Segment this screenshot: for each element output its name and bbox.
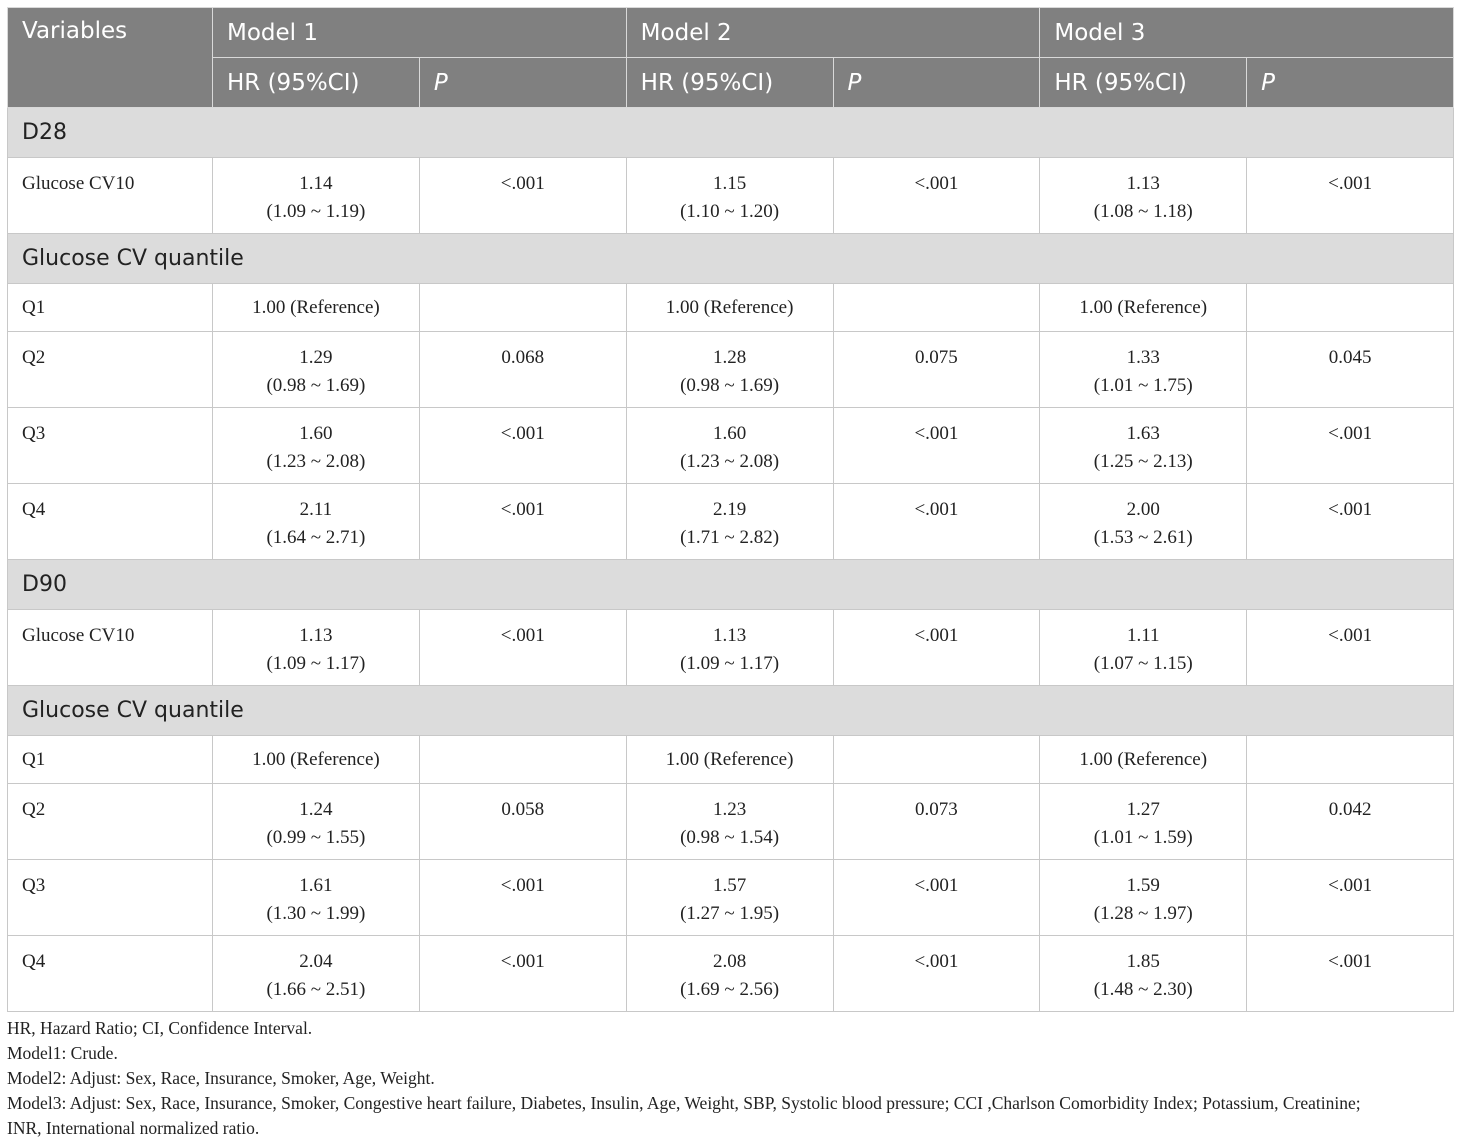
variable-cell: Q3 (8, 860, 213, 936)
variable-cell: Glucose CV10 (8, 610, 213, 686)
hr-value: 1.28 (712, 347, 747, 368)
hr-value: 1.60 (712, 423, 747, 444)
p-cell-model-2: <.001 (833, 408, 1040, 484)
group-row (8, 686, 1454, 736)
header-p-model-1: P (419, 58, 626, 108)
p-cell-model-1 (419, 284, 626, 332)
ci-value: (1.23 ~ 2.08) (266, 451, 366, 472)
hr-value: 1.14 (299, 173, 333, 194)
ci-value: (1.66 ~ 2.51) (266, 979, 366, 1000)
hr-cell-model-2 (626, 936, 833, 1012)
p-cell-model-2 (833, 284, 1040, 332)
hr-cell-model-2 (626, 610, 833, 686)
p-cell-model-3: <.001 (1247, 158, 1454, 234)
ci-value: (1.23 ~ 2.08) (680, 451, 780, 472)
table-row (8, 736, 1454, 784)
hr-cell-model-1 (213, 610, 420, 686)
hr-cell-model-1 (213, 784, 420, 860)
hr-value: 1.15 (712, 173, 747, 194)
ci-value: (1.09 ~ 1.19) (266, 201, 366, 222)
hr-cell-model-3 (1040, 736, 1247, 784)
table-row (8, 860, 1454, 936)
hr-value: 2.00 (1126, 499, 1160, 520)
header-p-model-2: P (833, 58, 1040, 108)
p-cell-model-1: <.001 (419, 484, 626, 560)
p-cell-model-1: <.001 (419, 936, 626, 1012)
section-title: D90 (8, 560, 1454, 610)
footnote: Model2: Adjust: Sex, Race, Insurance, Smoker, Age, Weight. (7, 1068, 435, 1088)
variable-cell: Glucose CV10 (8, 158, 213, 234)
ci-value: (0.98 ~ 1.54) (680, 827, 780, 848)
variable-cell: Q1 (8, 284, 213, 332)
ci-value: (1.01 ~ 1.75) (1093, 375, 1193, 396)
ci-value: (1.07 ~ 1.15) (1093, 653, 1193, 674)
p-cell-model-1: 0.058 (419, 784, 626, 860)
hr-value: 1.24 (299, 799, 333, 820)
p-cell-model-2: <.001 (833, 484, 1040, 560)
hr-cell-model-3 (1040, 158, 1247, 234)
table-footnotes (7, 1016, 1453, 1141)
hr-cell-model-2 (626, 408, 833, 484)
footnote: HR, Hazard Ratio; CI, Confidence Interval. (7, 1018, 313, 1038)
hr-value: 2.11 (299, 499, 333, 520)
ci-value: (1.25 ~ 2.13) (1093, 451, 1193, 472)
hr-value: 1.00 (Reference) (252, 749, 380, 770)
section-row (8, 108, 1454, 158)
ci-value: (1.48 ~ 2.30) (1093, 979, 1193, 1000)
variable-cell: Q3 (8, 408, 213, 484)
footnote: INR, International normalized ratio. (7, 1118, 260, 1138)
variable-cell: Q1 (8, 736, 213, 784)
p-cell-model-3: <.001 (1247, 484, 1454, 560)
table-row (8, 610, 1454, 686)
hr-cell-model-1 (213, 332, 420, 408)
hr-cell-model-3 (1040, 860, 1247, 936)
hr-value: 2.19 (712, 499, 747, 520)
p-cell-model-3: <.001 (1247, 936, 1454, 1012)
hr-cell-model-2 (626, 332, 833, 408)
ci-value: (1.64 ~ 2.71) (266, 527, 366, 548)
hr-cell-model-3 (1040, 284, 1247, 332)
hr-value: 1.23 (712, 799, 747, 820)
p-cell-model-2 (833, 736, 1040, 784)
hr-value: 2.04 (299, 951, 333, 972)
group-title: Glucose CV quantile (8, 686, 1454, 736)
ci-value: (1.69 ~ 2.56) (680, 979, 780, 1000)
p-cell-model-2: <.001 (833, 936, 1040, 1012)
ci-value: (1.10 ~ 1.20) (680, 201, 780, 222)
p-cell-model-3 (1247, 284, 1454, 332)
p-cell-model-1: <.001 (419, 860, 626, 936)
table-row (8, 284, 1454, 332)
hr-value: 1.13 (299, 625, 333, 646)
footnote: Model3: Adjust: Sex, Race, Insurance, Smoker, Congestive heart failure, Diabetes, Insulin, Age, Weight, SBP, Systolic blood pressure; CCI ,Charlson Comorbidity Index; Potassium, Creatinine; (7, 1093, 1361, 1113)
footnote: Model1: Crude. (7, 1043, 118, 1063)
ci-value: (1.09 ~ 1.17) (680, 653, 780, 674)
section-title: D28 (8, 108, 1454, 158)
p-cell-model-3: 0.042 (1247, 784, 1454, 860)
hr-cell-model-1 (213, 936, 420, 1012)
ci-value: (1.27 ~ 1.95) (680, 903, 780, 924)
hr-value: 1.13 (712, 625, 747, 646)
hr-cell-model-3 (1040, 936, 1247, 1012)
hr-cell-model-2 (626, 784, 833, 860)
variable-cell: Q2 (8, 332, 213, 408)
hr-value: 1.57 (712, 875, 747, 896)
p-cell-model-1: <.001 (419, 610, 626, 686)
hr-cell-model-1 (213, 860, 420, 936)
ci-value: (0.98 ~ 1.69) (266, 375, 366, 396)
ci-value: (1.30 ~ 1.99) (266, 903, 366, 924)
group-title: Glucose CV quantile (8, 234, 1454, 284)
header-hr-model-1: HR (95%CI) (213, 58, 420, 108)
hr-value: 1.85 (1126, 951, 1160, 972)
hr-cell-model-2 (626, 736, 833, 784)
hr-cell-model-3 (1040, 784, 1247, 860)
table-body (8, 108, 1454, 1012)
hr-value: 1.00 (Reference) (665, 749, 794, 770)
variable-cell: Q4 (8, 484, 213, 560)
hr-value: 1.00 (Reference) (665, 297, 794, 318)
hr-cell-model-3 (1040, 332, 1247, 408)
hr-value: 1.61 (299, 875, 333, 896)
ci-value: (0.98 ~ 1.69) (680, 375, 780, 396)
hr-cell-model-2 (626, 860, 833, 936)
p-cell-model-2: 0.073 (833, 784, 1040, 860)
table-header (8, 8, 1454, 108)
header-p-model-3: P (1247, 58, 1454, 108)
p-cell-model-1: <.001 (419, 408, 626, 484)
group-row (8, 234, 1454, 284)
p-cell-model-2: <.001 (833, 158, 1040, 234)
hr-cell-model-1 (213, 736, 420, 784)
table-row (8, 484, 1454, 560)
hr-cell-model-2 (626, 484, 833, 560)
hr-cell-model-1 (213, 408, 420, 484)
p-cell-model-2: <.001 (833, 860, 1040, 936)
hr-cell-model-2 (626, 284, 833, 332)
hr-cell-model-3 (1040, 610, 1247, 686)
header-hr-model-3: HR (95%CI) (1040, 58, 1247, 108)
hazard-ratio-table (7, 7, 1454, 1012)
header-model-1: Model 1 (213, 8, 627, 58)
header-variables: Variables (8, 8, 213, 108)
p-cell-model-3 (1247, 736, 1454, 784)
hr-value: 2.08 (712, 951, 747, 972)
table-row (8, 784, 1454, 860)
hr-value: 1.13 (1126, 173, 1160, 194)
results-table-wrapper (7, 7, 1453, 1141)
p-cell-model-3: <.001 (1247, 610, 1454, 686)
hr-value: 1.00 (Reference) (1079, 749, 1208, 770)
hr-cell-model-2 (626, 158, 833, 234)
header-model-2: Model 2 (626, 8, 1040, 58)
ci-value: (1.53 ~ 2.61) (1093, 527, 1193, 548)
header-hr-model-2: HR (95%CI) (626, 58, 833, 108)
variable-cell: Q4 (8, 936, 213, 1012)
hr-value: 1.29 (299, 347, 333, 368)
hr-value: 1.63 (1126, 423, 1160, 444)
hr-cell-model-3 (1040, 484, 1247, 560)
hr-cell-model-1 (213, 284, 420, 332)
hr-value: 1.00 (Reference) (1079, 297, 1208, 318)
hr-value: 1.59 (1126, 875, 1160, 896)
p-cell-model-2: 0.075 (833, 332, 1040, 408)
hr-value: 1.60 (299, 423, 333, 444)
header-model-3: Model 3 (1040, 8, 1454, 58)
p-cell-model-3: <.001 (1247, 860, 1454, 936)
ci-value: (1.08 ~ 1.18) (1093, 201, 1193, 222)
table-row (8, 332, 1454, 408)
p-cell-model-1 (419, 736, 626, 784)
hr-value: 1.27 (1126, 799, 1160, 820)
hr-value: 1.00 (Reference) (252, 297, 380, 318)
ci-value: (1.01 ~ 1.59) (1093, 827, 1193, 848)
hr-cell-model-1 (213, 484, 420, 560)
table-row (8, 408, 1454, 484)
p-cell-model-1: 0.068 (419, 332, 626, 408)
hr-cell-model-3 (1040, 408, 1247, 484)
ci-value: (0.99 ~ 1.55) (266, 827, 366, 848)
variable-cell: Q2 (8, 784, 213, 860)
hr-cell-model-1 (213, 158, 420, 234)
ci-value: (1.71 ~ 2.82) (680, 527, 780, 548)
p-cell-model-2: <.001 (833, 610, 1040, 686)
table-row (8, 936, 1454, 1012)
ci-value: (1.28 ~ 1.97) (1093, 903, 1193, 924)
table-row (8, 158, 1454, 234)
ci-value: (1.09 ~ 1.17) (266, 653, 366, 674)
p-cell-model-3: 0.045 (1247, 332, 1454, 408)
p-cell-model-1: <.001 (419, 158, 626, 234)
hr-value: 1.33 (1126, 347, 1160, 368)
p-cell-model-3: <.001 (1247, 408, 1454, 484)
section-row (8, 560, 1454, 610)
hr-value: 1.11 (1126, 625, 1160, 646)
